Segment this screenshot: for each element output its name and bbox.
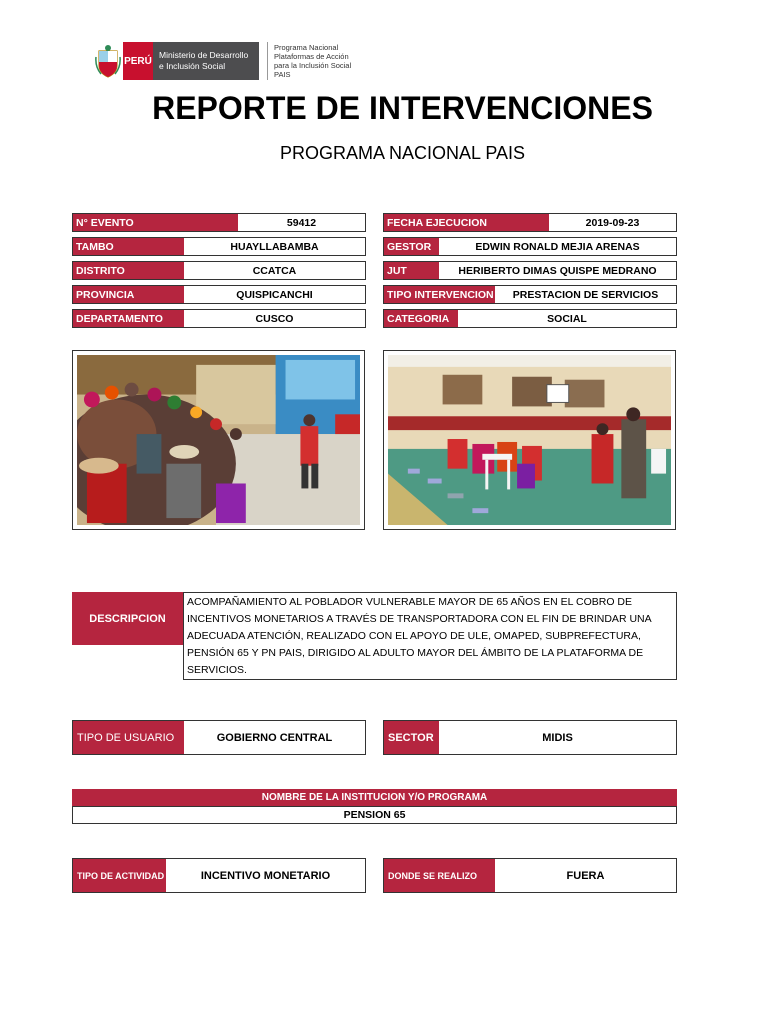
activity-type-value: INCENTIVO MONETARIO	[200, 869, 331, 882]
sector-field	[383, 720, 677, 755]
field-label: N° EVENTO	[73, 214, 238, 231]
program-line: PAIS	[274, 70, 291, 79]
field-department	[72, 309, 366, 328]
field-value: HERIBERTO DIMAS QUISPE MEDRANO	[458, 264, 657, 277]
field-value: 59412	[286, 216, 317, 229]
field-value: CUSCO	[255, 312, 294, 325]
field-value: HUAYLLABAMBA	[230, 240, 319, 253]
field-label: DEPARTAMENTO	[73, 310, 184, 327]
field-category	[383, 309, 677, 328]
field-label: TAMBO	[73, 238, 184, 255]
institution-header: NOMBRE DE LA INSTITUCION Y/O PROGRAMA	[72, 789, 677, 806]
page-subtitle: PROGRAMA NACIONAL PAIS	[279, 143, 526, 163]
program-line: Plataformas de Acción	[274, 52, 349, 61]
user-type-field	[72, 720, 366, 755]
ministry-line: e Inclusión Social	[159, 61, 226, 71]
activity-type-field	[72, 858, 366, 893]
field-label: FECHA EJECUCION	[384, 214, 549, 231]
field-province	[72, 285, 366, 304]
event-photo-2	[383, 350, 676, 530]
field-district	[72, 261, 366, 280]
field-label: TIPO INTERVENCION	[384, 286, 495, 303]
field-intervention-type	[383, 285, 677, 304]
sector-value: MIDIS	[542, 731, 573, 744]
location-label: DONDE SE REALIZO	[384, 859, 495, 892]
field-label: PROVINCIA	[73, 286, 184, 303]
field-tambo	[72, 237, 366, 256]
program-line: Programa Nacional	[274, 43, 339, 52]
user-type-label: TIPO DE USUARIO	[73, 721, 184, 754]
field-event-number	[72, 213, 366, 232]
field-value: 2019-09-23	[585, 216, 640, 229]
field-label: CATEGORIA	[384, 310, 458, 327]
program-name	[274, 43, 351, 79]
institution-value: PENSION 65	[72, 806, 677, 824]
field-value: QUISPICANCHI	[236, 288, 313, 301]
sector-label: SECTOR	[384, 721, 439, 754]
location-field	[383, 858, 677, 893]
institution-logo	[95, 42, 351, 80]
field-value: PRESTACION DE SERVICIOS	[512, 288, 659, 301]
ministry-line: Ministerio de Desarrollo	[159, 50, 249, 60]
page-title: REPORTE DE INTERVENCIONES	[152, 90, 653, 126]
location-value: FUERA	[566, 869, 605, 882]
description-text: ACOMPAÑAMIENTO AL POBLADOR VULNERABLE MAYOR DE 65 AÑOS EN EL COBRO DE INCENTIVOS MONETARIOS A TRAVÉS DE TRANSPORTADORA CON EL FIN DE BRINDAR UNA ADECUADA ATENCIÓN, REALIZADO CON EL APOYO DE ULE, OMAPED, SUBPREFECTURA, PENSIÓN 65 Y PN PAIS, DIRIGIDO AL ADULTO MAYOR DEL ÁMBITO DE LA PLATAFORMA DE SERVICIOS.	[183, 592, 677, 680]
field-manager	[383, 237, 677, 256]
field-label: GESTOR	[384, 238, 439, 255]
user-type-value: GOBIERNO CENTRAL	[216, 731, 333, 744]
activity-type-label: TIPO DE ACTIVIDAD	[73, 859, 166, 892]
field-jut	[383, 261, 677, 280]
description-label: DESCRIPCION	[72, 592, 183, 645]
field-value: SOCIAL	[547, 312, 587, 325]
description-section	[72, 592, 677, 680]
field-value: EDWIN RONALD MEJIA ARENAS	[475, 240, 640, 253]
field-label: DISTRITO	[73, 262, 184, 279]
field-value: CCATCA	[252, 264, 297, 277]
logo-divider	[267, 42, 268, 80]
peru-coat-of-arms-icon	[95, 43, 121, 79]
field-label: JUT	[384, 262, 439, 279]
event-photo-1	[72, 350, 365, 530]
program-line: para la Inclusión Social	[274, 61, 352, 70]
field-execution-date	[383, 213, 677, 232]
peru-label: PERÚ	[123, 42, 153, 80]
ministry-name	[153, 42, 259, 80]
